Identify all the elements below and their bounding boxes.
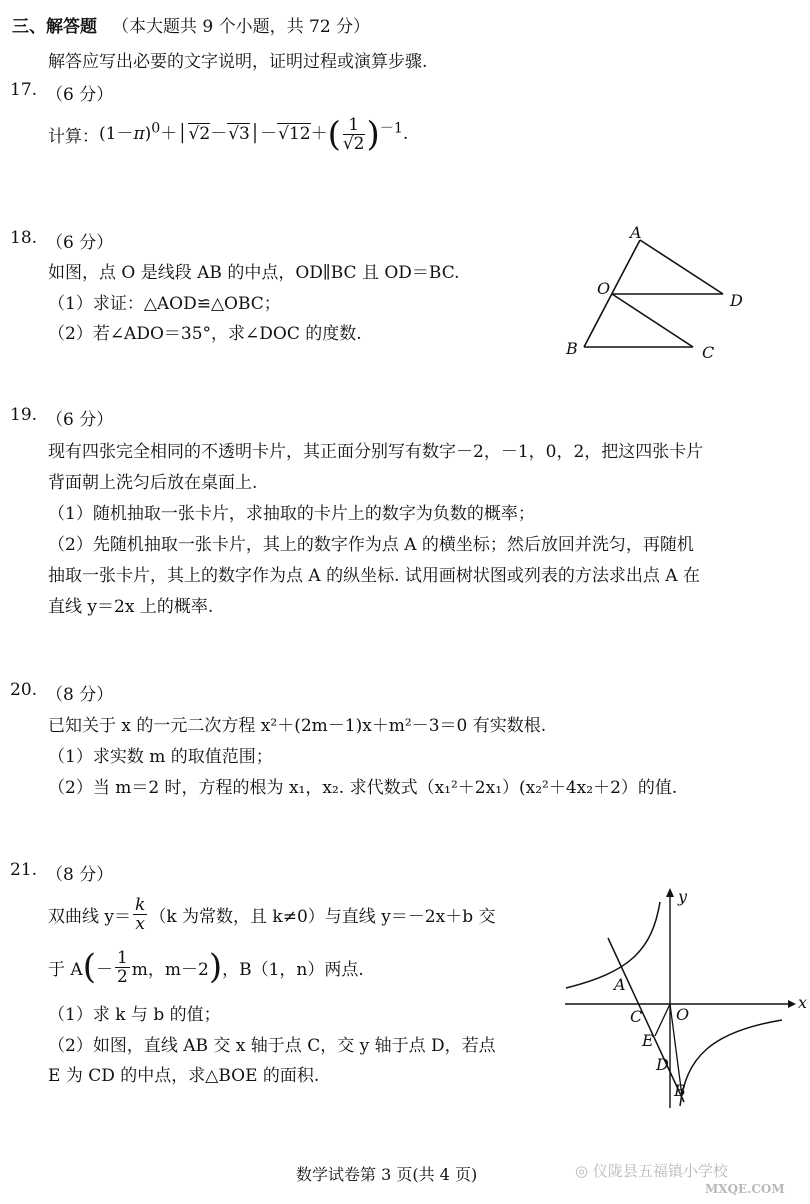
question-17-expression [48, 112, 408, 156]
question-19-line2: 背面朝上洗匀后放在桌面上. [48, 473, 258, 493]
question-19-line6: 直线 y＝2x 上的概率. [48, 597, 214, 617]
question-21-score: （8 分） [46, 865, 114, 885]
section-instruction: 解答应写出必要的文字说明，证明过程或演算步骤. [48, 52, 428, 72]
label-y: y [678, 887, 688, 906]
label-a: A [630, 223, 642, 242]
label-a: A [614, 975, 626, 994]
label-d: D [730, 291, 743, 310]
q21-line2-suffix: ，B（1，n）两点. [222, 959, 364, 980]
question-21-line5: E 为 CD 的中点，求△BOE 的面积. [48, 1066, 320, 1086]
hyperbola-upper-left [566, 902, 660, 988]
question-19-part1: （1）随机抽取一张卡片，求抽取的卡片上的数字为负数的概率； [48, 504, 535, 524]
question-19-line1: 现有四张完全相同的不透明卡片，其正面分别写有数字－2，－1，0，2，把这四张卡片 [48, 442, 704, 462]
watermark-text [575, 1160, 728, 1181]
segment-ad [640, 240, 723, 294]
question-21-figure [560, 880, 810, 1110]
question-21-number: 21. [10, 860, 38, 880]
question-20-part2: （2）当 m＝2 时，方程的根为 x₁，x₂. 求代数式（x₁²＋2x₁）(x₂²＋4x₂＋2）的值. [48, 778, 678, 798]
question-21-line2 [48, 944, 364, 990]
question-17-number: 17. [10, 80, 38, 100]
question-19-part2: （2）先随机抽取一张卡片，其上的数字作为点 A 的横坐标；然后放回并洗匀，再随机 [48, 535, 694, 555]
label-b: B [674, 1081, 686, 1100]
question-17-prefix: 计算： [48, 126, 99, 147]
question-21-part2: （2）如图，直线 AB 交 x 轴于点 C，交 y 轴于点 D，若点 [48, 1036, 496, 1056]
label-c: C [702, 343, 715, 362]
fraction-half-numerator: 1 [116, 947, 128, 968]
page-footer: 数学试卷第 3 页(共 4 页) [296, 1165, 478, 1184]
question-19-number: 19. [10, 405, 38, 425]
q21-line2-prefix: 于 A [48, 959, 83, 980]
minus-sign: － [95, 959, 113, 980]
question-20-line1: 已知关于 x 的一元二次方程 x²＋(2m－1)x＋m²－3＝0 有实数根. [48, 716, 547, 736]
question-20-score: （8 分） [46, 685, 114, 705]
question-17-score: （6 分） [46, 85, 114, 105]
hyperbola-lower-right [680, 1020, 782, 1106]
watermark-label: 仪陇县五福镇小学校 [592, 1162, 728, 1180]
q21-line1-prefix: 双曲线 y＝ [48, 906, 132, 927]
open-paren: ( [82, 947, 96, 987]
fraction-one-half [115, 949, 130, 986]
watermark-site: MXQE.COM [705, 1182, 785, 1196]
question-20-number: 20. [10, 680, 38, 700]
label-b: B [566, 339, 578, 358]
q21-line1-suffix: （k 为常数，且 k≠0）与直线 y＝－2x＋b 交 [149, 906, 496, 927]
y-axis-arrow-icon [666, 888, 674, 897]
question-21-part1: （1）求 k 与 b 的值； [48, 1005, 221, 1025]
question-18-part1: （1）求证：△AOD≌△OBC； [48, 294, 281, 314]
segment-oe [655, 1004, 670, 1036]
label-x: x [798, 993, 808, 1012]
wechat-icon: ◎ [575, 1162, 589, 1180]
label-d: D [656, 1055, 669, 1074]
close-paren: ) [208, 947, 223, 987]
question-19-line5: 抽取一张卡片，其上的数字作为点 A 的纵坐标. 试用画树状图或列表的方法求出点 A 在 [48, 566, 700, 586]
q17-math: $(1-\pi)^0+│√2-√3│-√12+$( $\frac{1}{√2}$ )$^{-1}$. [99, 114, 409, 154]
q21-line2-coords: m，m－2 [131, 959, 209, 980]
question-19-score: （6 分） [46, 410, 114, 430]
question-18-figure [560, 220, 760, 370]
question-18-score: （6 分） [46, 233, 114, 253]
segment-oc [612, 294, 693, 347]
label-e: E [642, 1031, 654, 1050]
question-21-line1 [48, 892, 496, 936]
label-c: C [630, 1007, 643, 1026]
section-title: 三、解答题 [12, 17, 97, 37]
label-o: O [676, 1005, 690, 1024]
question-18-number: 18. [10, 228, 38, 248]
x-axis-arrow-icon [788, 1000, 796, 1008]
fraction-half-denominator: 2 [116, 966, 128, 987]
section-note: （本大题共 9 个小题，共 72 分） [112, 17, 371, 37]
fraction-k-numerator: k [135, 894, 146, 915]
label-o: O [597, 279, 611, 298]
question-18-part2: （2）若∠ADO＝35°，求∠DOC 的度数. [48, 324, 362, 344]
question-18-line1: 如图，点 O 是线段 AB 的中点，OD∥BC 且 OD＝BC. [48, 263, 460, 283]
fraction-k-denominator: x [135, 913, 145, 934]
fraction-k-over-x [133, 896, 147, 933]
question-20-part1: （1）求实数 m 的取值范围； [48, 747, 273, 767]
